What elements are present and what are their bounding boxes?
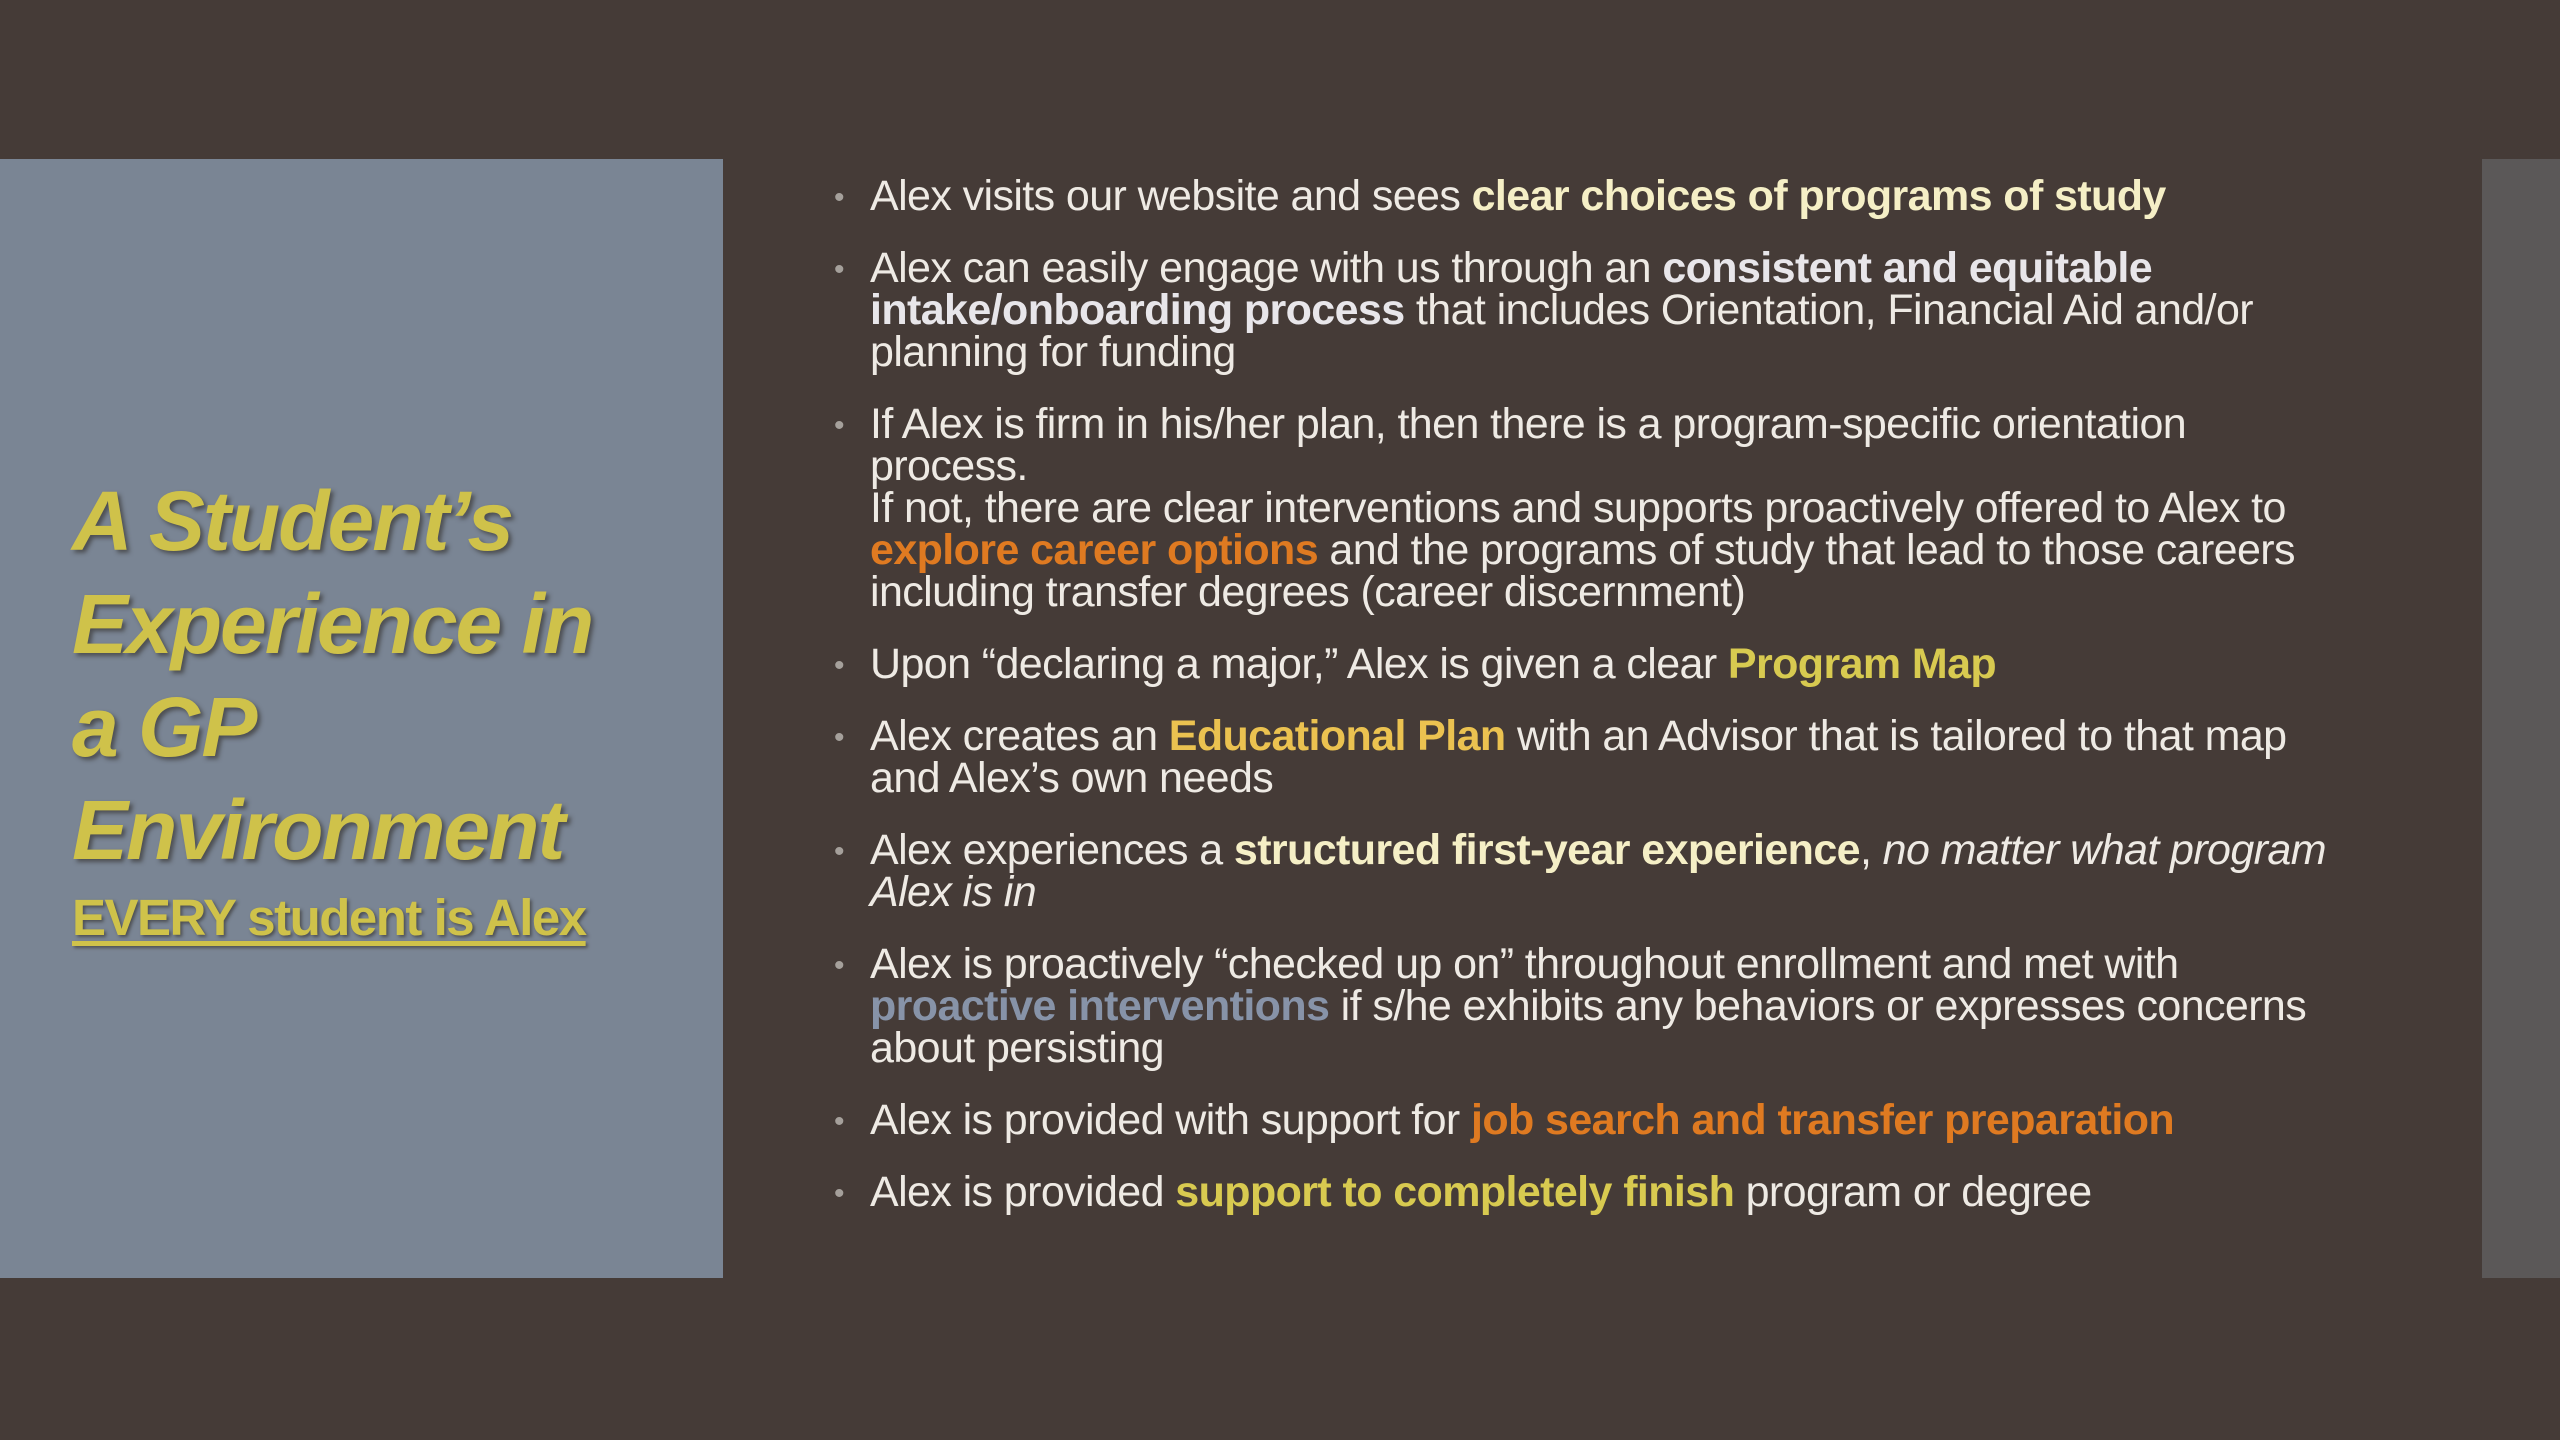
right-edge-strip	[2482, 159, 2560, 1278]
title-line-3: a GP	[72, 680, 256, 774]
bullet-dot-icon: •	[834, 1105, 844, 1138]
highlight-program-map: Program Map	[1727, 640, 1997, 688]
title-line-1: A Student’s	[72, 474, 513, 568]
bullet-dot-icon: •	[834, 409, 844, 442]
bullet-dot-icon: •	[834, 253, 844, 286]
bullet-dot-icon: •	[834, 649, 844, 682]
highlight-proactive-interventions: proactive interventions	[870, 982, 1330, 1030]
bullet-website	[828, 172, 2348, 220]
bullet-text: Alex experiences a	[870, 826, 1234, 874]
bullet-list	[828, 172, 2348, 1243]
bullet-text: with an Advisor that is tailored to that map and Alex’s own needs	[870, 712, 2287, 802]
bullet-dot-icon: •	[834, 835, 844, 868]
bullet-text: If not, there are clear interventions and supports proactively offered to Alex to	[870, 484, 2286, 532]
bullet-text: Alex creates an	[870, 712, 1169, 760]
bullet-educational-plan	[828, 712, 2348, 802]
bullet-dot-icon: •	[834, 1177, 844, 1210]
highlight-career-options: explore career options	[870, 526, 1319, 574]
slide-title	[72, 470, 692, 882]
bullet-text: Alex can easily engage with us through an	[870, 244, 1663, 292]
bullet-intake	[828, 244, 2348, 376]
bullet-text: program or degree	[1734, 1168, 2092, 1216]
bullet-first-year	[828, 826, 2348, 916]
bullet-checked-up	[828, 940, 2348, 1072]
title-line-2: Experience in	[72, 577, 593, 671]
bullet-text: Alex is provided with support for	[870, 1096, 1472, 1144]
bullet-text: if s/he exhibits any behaviors or expresses concerns about persisting	[870, 982, 2307, 1072]
bullet-orientation	[828, 400, 2348, 616]
bullet-dot-icon: •	[834, 949, 844, 982]
bullet-text: ,	[1859, 826, 1883, 874]
title-line-4: Environment	[72, 783, 564, 877]
bullet-text: Alex is provided	[870, 1168, 1176, 1216]
highlight-job-search: job search and transfer preparation	[1471, 1096, 2175, 1144]
bullet-dot-icon: •	[834, 181, 844, 214]
highlight-finish: support to completely finish	[1175, 1168, 1735, 1216]
bullet-program-map	[828, 640, 2348, 688]
highlight-educational-plan: Educational Plan	[1168, 712, 1506, 760]
bullet-text: Alex visits our website and sees	[870, 172, 1472, 220]
italic-no-matter: no matter what program Alex is in	[870, 826, 2326, 916]
bullet-text: Alex is proactively “checked up on” throughout enrollment and met with	[870, 940, 2179, 988]
highlight-clear-choices: clear choices of programs of study	[1471, 172, 2166, 220]
bullet-text: that includes Orientation, Financial Aid and/or planning for funding	[870, 286, 2254, 376]
highlight-first-year: structured first-year experience	[1233, 826, 1860, 874]
slide-subtitle: EVERY student is Alex	[72, 889, 586, 946]
bullet-text: and the programs of study that lead to those careers including transfer degrees (career discernment)	[870, 526, 2295, 616]
highlight-intake-process: consistent and equitable intake/onboarding process	[870, 244, 2153, 334]
bullet-text: If Alex is firm in his/her plan, then there is a program-specific orientation process.	[870, 400, 2187, 490]
bullet-job-search	[828, 1096, 2348, 1144]
bullet-text: Upon “declaring a major,” Alex is given a clear	[870, 640, 1728, 688]
bullet-finish	[828, 1168, 2348, 1216]
bullet-dot-icon: •	[834, 721, 844, 754]
title-block	[72, 470, 692, 948]
